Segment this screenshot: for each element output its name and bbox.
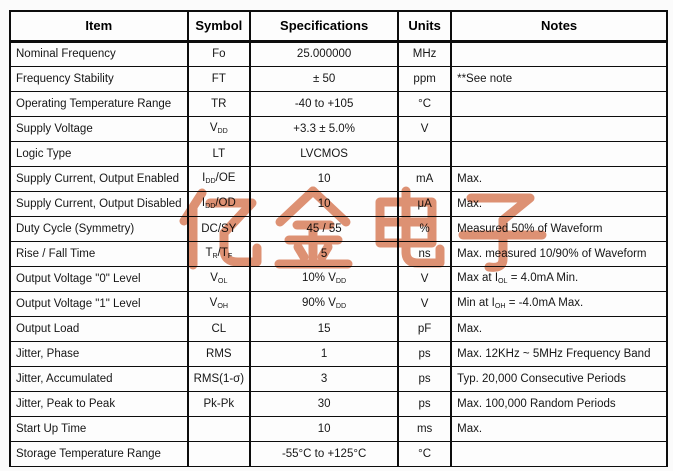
cell-units: pF	[398, 316, 451, 341]
cell-spec: -55°C to +125°C	[250, 441, 398, 466]
cell-item: Output Load	[10, 316, 188, 341]
cell-item: Duty Cycle (Symmetry)	[10, 216, 188, 241]
spec-table	[9, 10, 668, 467]
cell-units: V	[398, 116, 451, 141]
cell-item: Logic Type	[10, 141, 188, 166]
cell-symbol: RMS(1-σ)	[188, 366, 251, 391]
cell-item: Supply Current, Output Disabled	[10, 191, 188, 216]
table-row	[10, 316, 667, 341]
cell-notes: Typ. 20,000 Consecutive Periods	[451, 366, 667, 391]
table-row	[10, 216, 667, 241]
cell-notes: Min at $I_{OH} = -4.0mA$ Max.	[451, 291, 667, 316]
cell-item: Nominal Frequency	[10, 41, 188, 66]
cell-notes: Max at $I_{OL} = 4.0mA$ Min.	[451, 266, 667, 291]
cell-item: Output Voltage "0" Level	[10, 266, 188, 291]
cell-symbol: DC/SY	[188, 216, 251, 241]
table-row	[10, 141, 667, 166]
cell-notes	[451, 91, 667, 116]
table-row	[10, 91, 667, 116]
table-row	[10, 391, 667, 416]
cell-spec: 15	[250, 316, 398, 341]
cell-notes	[451, 441, 667, 466]
cell-notes: Max.	[451, 166, 667, 191]
cell-units: °C	[398, 91, 451, 116]
table-header	[10, 11, 667, 41]
cell-spec: 45 / 55	[250, 216, 398, 241]
cell-item: Frequency Stability	[10, 66, 188, 91]
cell-symbol: Pk-Pk	[188, 391, 251, 416]
cell-notes	[451, 41, 667, 66]
cell-item: Supply Current, Output Enabled	[10, 166, 188, 191]
cell-spec: 5	[250, 241, 398, 266]
cell-notes: Max. measured 10/90% of Waveform	[451, 241, 667, 266]
cell-units: μA	[398, 191, 451, 216]
cell-symbol: CL	[188, 316, 251, 341]
cell-symbol: $V_{OL}$	[188, 266, 251, 291]
cell-spec: 1	[250, 341, 398, 366]
cell-spec: ± 50	[250, 66, 398, 91]
cell-units: V	[398, 291, 451, 316]
cell-symbol: RMS	[188, 341, 251, 366]
cell-symbol: $V_{OH}$	[188, 291, 251, 316]
cell-spec: 10% $V_{DD}$	[250, 266, 398, 291]
table-row	[10, 416, 667, 441]
cell-spec: 10	[250, 166, 398, 191]
cell-spec: +3.3 ± 5.0%	[250, 116, 398, 141]
cell-units: MHz	[398, 41, 451, 66]
cell-notes: Max.	[451, 416, 667, 441]
cell-item: Start Up Time	[10, 416, 188, 441]
cell-symbol: $I_{DD}/OE$	[188, 166, 251, 191]
column-header: Units	[398, 11, 451, 41]
cell-symbol: LT	[188, 141, 251, 166]
cell-units	[398, 141, 451, 166]
cell-symbol: FT	[188, 66, 251, 91]
cell-symbol: TR	[188, 91, 251, 116]
cell-symbol: $T_R/T_F$	[188, 241, 251, 266]
cell-units: V	[398, 266, 451, 291]
cell-spec: 10	[250, 191, 398, 216]
cell-symbol: $V_{DD}$	[188, 116, 251, 141]
cell-spec: 30	[250, 391, 398, 416]
table-row	[10, 341, 667, 366]
cell-units: ns	[398, 241, 451, 266]
column-header: Symbol	[188, 11, 251, 41]
table-row	[10, 66, 667, 91]
cell-spec: 10	[250, 416, 398, 441]
cell-notes: Max.	[451, 191, 667, 216]
cell-item: Storage Temperature Range	[10, 441, 188, 466]
cell-spec: 90% $V_{DD}$	[250, 291, 398, 316]
cell-notes: Max. 100,000 Random Periods	[451, 391, 667, 416]
table-row	[10, 366, 667, 391]
cell-spec: -40 to +105	[250, 91, 398, 116]
table-row	[10, 241, 667, 266]
cell-units: %	[398, 216, 451, 241]
cell-notes	[451, 141, 667, 166]
column-header: Notes	[451, 11, 667, 41]
cell-units: °C	[398, 441, 451, 466]
table-row	[10, 191, 667, 216]
cell-notes: Max. 12KHz ~ 5MHz Frequency Band	[451, 341, 667, 366]
cell-symbol: $I_{DD}/OD$	[188, 191, 251, 216]
cell-item: Supply Voltage	[10, 116, 188, 141]
cell-units: ps	[398, 341, 451, 366]
column-header: Specifications	[250, 11, 398, 41]
cell-spec: 3	[250, 366, 398, 391]
cell-item: Jitter, Accumulated	[10, 366, 188, 391]
cell-units: ps	[398, 366, 451, 391]
header-row	[10, 11, 667, 41]
table-row	[10, 291, 667, 316]
table-body	[10, 41, 667, 466]
table-row	[10, 266, 667, 291]
cell-notes	[451, 116, 667, 141]
cell-symbol: Fo	[188, 41, 251, 66]
cell-notes: Measured 50% of Waveform	[451, 216, 667, 241]
cell-units: ps	[398, 391, 451, 416]
cell-item: Jitter, Phase	[10, 341, 188, 366]
cell-units: ppm	[398, 66, 451, 91]
cell-item: Rise / Fall Time	[10, 241, 188, 266]
cell-symbol	[188, 441, 251, 466]
cell-item: Output Voltage "1" Level	[10, 291, 188, 316]
table-row	[10, 441, 667, 466]
cell-units: ms	[398, 416, 451, 441]
cell-notes: Max.	[451, 316, 667, 341]
table-row	[10, 116, 667, 141]
column-header: Item	[10, 11, 188, 41]
cell-symbol	[188, 416, 251, 441]
cell-item: Operating Temperature Range	[10, 91, 188, 116]
cell-notes: **See note	[451, 66, 667, 91]
table-row	[10, 166, 667, 191]
cell-item: Jitter, Peak to Peak	[10, 391, 188, 416]
cell-spec: LVCMOS	[250, 141, 398, 166]
cell-units: mA	[398, 166, 451, 191]
table-row	[10, 41, 667, 66]
cell-spec: 25.000000	[250, 41, 398, 66]
spec-sheet	[9, 10, 668, 467]
